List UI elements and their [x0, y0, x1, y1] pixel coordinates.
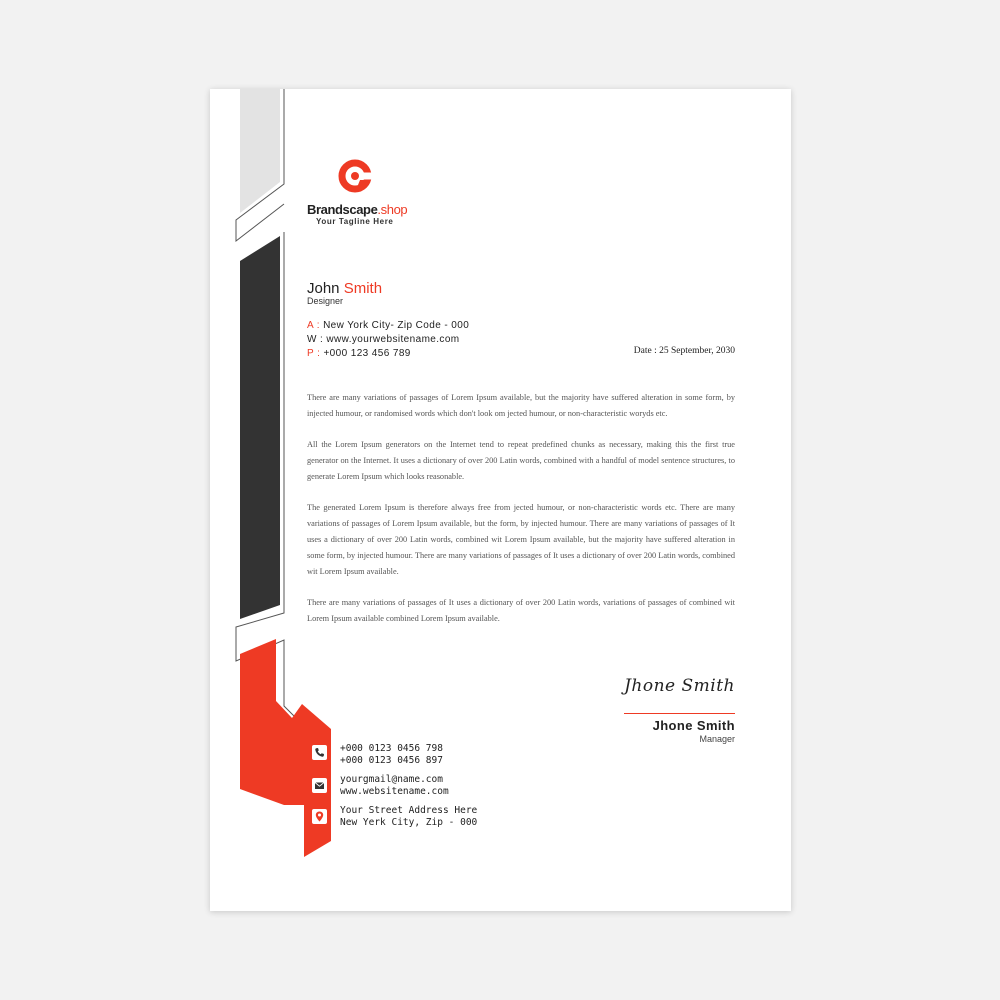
sender-first-name: John	[307, 280, 340, 297]
letterhead-sheet	[210, 89, 791, 911]
address-key: A :	[307, 320, 320, 331]
brand-c-logo-icon	[338, 159, 372, 193]
footer-phone-2: +000 0123 0456 897	[340, 754, 443, 766]
signature-underline	[624, 713, 735, 714]
sender-last-name: Smith	[343, 280, 383, 297]
envelope-icon	[312, 778, 327, 793]
sender-web-row	[307, 333, 469, 347]
phone-key: P :	[307, 348, 321, 359]
signatory-title: Manager	[699, 734, 735, 744]
sender-web: www.yourwebsitename.com	[326, 334, 460, 345]
brand-name	[307, 202, 407, 217]
brand-tagline: Your Tagline Here	[316, 217, 394, 226]
sender-title: Designer	[307, 296, 344, 306]
footer-city: New Yerk City, Zip - 000	[340, 816, 478, 828]
sender-name	[307, 280, 382, 297]
footer-phone-1: +000 0123 0456 798	[340, 743, 443, 754]
brand-name-accent: .shop	[377, 202, 408, 217]
sidebar-dark-band	[240, 236, 280, 619]
sender-contact-lines	[307, 319, 469, 361]
body-paragraph-2: All the Lorem Ipsum generators on the Internet tend to repeat predefined chunks as necessary, making this the first true generator on the Internet. It uses a dictionary of over 200 Latin words, combined with a handful of model sentence structures, to generate Lorem Ipsum which looks reasonable.	[307, 440, 735, 481]
signatory-name: Jhone Smith	[652, 718, 735, 733]
footer-address	[340, 805, 477, 828]
brand-name-main: Brandscape	[307, 202, 378, 217]
sender-phone: +000 123 456 789	[323, 348, 411, 359]
body-paragraph-3: The generated Lorem Ipsum is therefore always free from jected humour, or non-characteristic words etc. There are many variations of passages of Lorem Ipsum available, but the form, by injected humour. There are many variations of passages of It uses a dictionary of over 200 Latin words, combined wit Lorem Ipsum available, but the majority have suffered alteration in some form, by injected humour. There are many variations of passages of It uses a dictionary of over 200 Latin words, combined wit Lorem Ipsum available.	[307, 503, 735, 576]
phone-icon	[312, 745, 327, 760]
body-paragraph-4: There are many variations of passages of It uses a dictionary of over 200 Latin words, variations of passages of combined wit Lorem Ipsum available combined Lorem Ipsum available.	[307, 598, 735, 623]
footer-email-web	[340, 774, 449, 797]
letter-body	[307, 390, 735, 642]
footer-street: Your Street Address Here	[340, 805, 478, 816]
handwritten-signature: Jhone Smith	[624, 676, 735, 696]
footer-phones	[340, 743, 443, 766]
sender-address-row	[307, 319, 469, 333]
footer-email: yourgmail@name.com	[340, 774, 443, 785]
sender-phone-row	[307, 347, 469, 361]
footer-website: www.websitename.com	[340, 785, 449, 797]
sender-address: New York City- Zip Code - 000	[323, 320, 470, 331]
web-key: W :	[307, 334, 324, 345]
sidebar-gray-band	[240, 89, 280, 213]
body-paragraph-1: There are many variations of passages of Lorem Ipsum available, but the majority have suffered alteration in some form, by injected humour, or randomised words which don't look om jected humour, or non-characteristic woryds etc.	[307, 393, 735, 418]
location-pin-icon	[312, 809, 327, 824]
letter-date: Date : 25 September, 2030	[633, 346, 735, 356]
